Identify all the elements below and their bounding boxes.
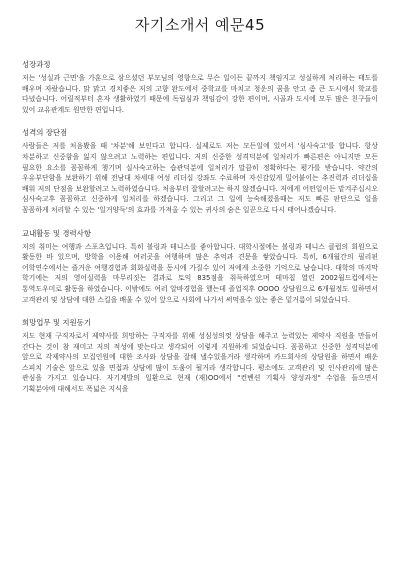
section-activities (22, 229, 378, 306)
section-growth (22, 60, 378, 115)
section-motivation (22, 318, 378, 395)
section-heading: 성장과정 (22, 60, 51, 69)
section-personality (22, 128, 378, 215)
section-body: 저의 취미는 여행과 스포츠입니다. 특히 볼링과 테니스를 좋아합니다. 대학시절에는 볼링과 테니스 클럽의 회원으로 활동한 바 있으며, 방학을 이용해 여러곳을 여행하며 많은 추억과 견문을 쌓았습니다. 특히, 6개월간의 필리핀 어학연수에서는 즐거운 여행경험과 회화실력을 동시에 가질수 있어 저에게 소중한 기억으로 남습니다. 대학의 마지막 학기에는 저의 영어실력을 마무리짓는 결과로 토익 835점을 취득하였으며 테마칩 열린 2002월드컵에서는 통역도우미로 활동을 하였습니다. 이밖에도 여러 알바경험을 했는데 졸업직후 OOOO 상담원으로 6개월정도 일하면서 고객관리 및 상담에 대한 스킬을 배울 수 있어 앞으로 사회에 나가서 써먹을수 있는 좋은 밑거름이 되었습니다. (22, 242, 378, 304)
section-body: 저는 '성실과 근면'을 가훈으로 삼으셨던 부모님의 영향으로 무슨 일이든 끝까지 책임지고 성실하게 처리하는 태도를 배우며 자랐습니다. 맑 맑고 경치좋은 저의 고향 완도에서 중학교를 마치고 청운의 꿈을 안고 좀 큰 도시에서 학교를 다녔습니다. 어릴적부터 혼자 생활하였기 때문에 독립심과 책임감이 강한 편이며, 시골과 도시에 모두 많은 친구들이 있어 교유관계도 원만한 편입니다. (22, 74, 378, 114)
section-body: 저도 현재 구직자로서 제약사를 희망하는 구직자를 위해 성심성의껏 상담을 해주고 능력있는 제약사 직원을 만들어 간다는 것이 참 재미고 저의 적성에 맞는다고 생각되어 이렇게 지원하게 되었습니다. 꼼꼼하고 신중한 성격덕분에 앞으로 각제약사의 모집인원에 대한 조사와 상담을 잘해 낼수있을거라 생각하며 카드회사의 상담원을 하면서 배운 스피치 기술은 앞으로 있을 면접과 상담에 많이 도움이 될거라 생각합니다. 평소에도 고객관리 및 인사관리에 많은 관심을 가지고 있습니다. 자기계발의 일환으로 현재 (재)OO에서 "컨벤션 기획사 양성과정" 수업을 들으면서 기획분야에 대해서도 폭넓은 지식을 (22, 332, 378, 394)
document-title: 자기소개서 예문45 (134, 16, 266, 34)
section-heading: 희망업무 및 지원동기 (22, 318, 91, 328)
section-heading: 교내활동 및 경력사항 (22, 228, 91, 238)
section-body: 사람들은 저를 처음봤을 때 '차분'해 보인다고 합니다. 실제로도 저는 모든일에 있어서 '심사숙고'를 합니다. 항상 차분하고 신중함을 잃지 않으려고 노력하는 편입니다. 저의 신중한 성격덕분에 일처리가 빠른편은 아니지만 모든 필요한 요소를 꼼꼼하게 챙기며 실사숙고하는 습관덕분에 일처리가 말끔히 정확하다는 평가를 받습니다. 약간의 우유부단함을 보완하기 위해 전남대 차세대 여성 리더십 강좌도 수료하며 자신감있게 밀어붙이는 추진력과 리더십을 배워 저의 단점을 보완할려고 노력하였습니다. 처음부터 잘할려고는 하지 않겠습니다. 저에게 어떤일이든 맡겨주십시오 심사숙고후 꼼꼼하고 신중하게 일처리를 하겠습니다. 그리고 그 일에 능숙해졌을때는 저도 빠른 판단으로 일을 꼼꼼하게 처리할 수 있는 '일거양득'의 효과를 가져올 수 있는 귀사의 숨은 일꾼으로 다시 태어나겠습니다. (22, 142, 378, 214)
section-heading: 성격의 장단점 (22, 128, 68, 138)
